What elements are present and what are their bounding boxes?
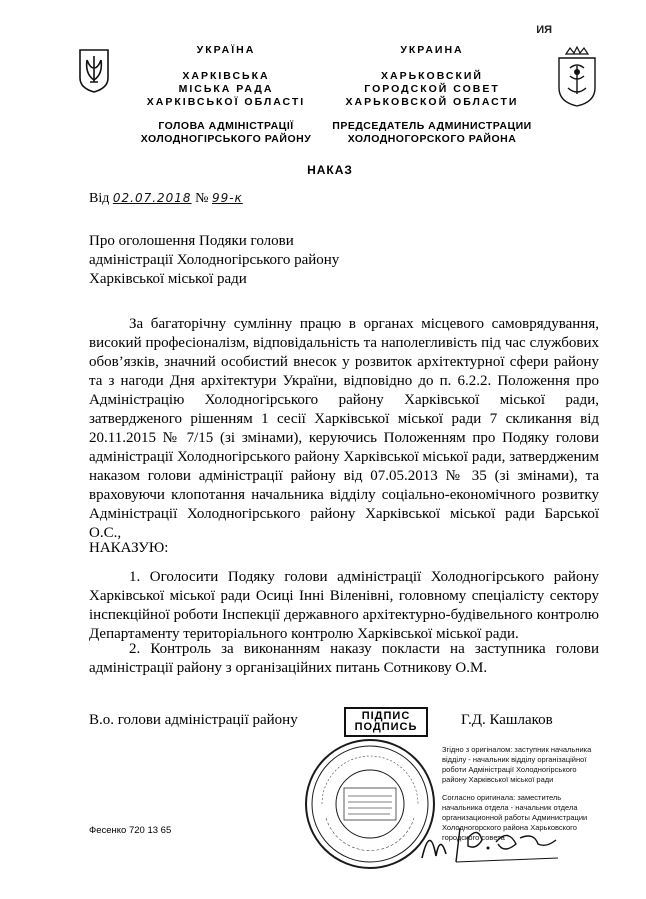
executor-contact: Фесенко 720 13 65 [89,825,172,836]
order-directive-heading: НАКАЗУЮ: [89,540,169,556]
header-country-ua: УКРАЇНА [196,44,256,56]
header-country-ru: УКРАИНА [400,44,464,56]
header-position-line-1: ПРЕДСЕДАТЕЛЬ АДМИНИСТРАЦИИ [332,120,532,132]
header-council-line-1: ХАРЬКОВСКИЙ [381,70,483,82]
certified-copy-note-ua: Згідно з оригіналом: заступник начальника відділу - начальник відділу організаційної роботи Адміністрації Холодногірського району Харківської міської ради [442,745,592,784]
order-item-1: 1. Оголосити Подяку голови адміністрації Холодногірського району Харківської міської ради Осиці Інні Віленівні, головному спеціалісту сектору інспекційної роботи Інспекції державного архітектурно-будівельного контролю Департаменту територіального контролю Харківської міської ради. [89,569,599,642]
handwritten-signature [416,818,566,868]
preamble-paragraph: За багаторічну сумлінну працю в органах місцевого самоврядування, високий професіоналізм, відповідальність та наполегливість під час службових обов’язків, значний особистий внесок у розвиток архітектурної сфери району та з нагоди Дня архітектури України, відповідно до п. 6.2.2. Положення про Адміністрацію Холодногірського району Харківської міської ради, затвердженого рішенням 1 сесії Харківської міської ради 7 скликання від 20.11.2015 № 7/15 (зі змінами), керуючись Положенням про Подяку голови адміністрації Холодногірського району Харківської міської ради, затвердженим наказом голови адміністрації району від 07.05.2013 № 35 (зі змінами), та враховуючи клопотання начальника відділу соціально-економічного розвитку Адміністрації Холодногірського району Харківської міської ради Барської О.С., [89,316,599,541]
number-label: № [195,191,209,206]
kharkiv-city-emblem-icon [556,46,598,108]
signature-box-line-ru: ПОДПИСЬ [354,721,418,733]
header-council-line-3: ХАРКІВСЬКОЇ ОБЛАСТІ [146,96,306,108]
header-position-line-1: ГОЛОВА АДМІНІСТРАЦІЇ [158,120,294,132]
date-prefix: Від [89,191,110,206]
header-left-ukrainian [128,44,324,146]
order-subject: Про оголошення Подяки голови адміністрації Холодногірського району Харківської міської ради [89,233,340,287]
header-council-line-3: ХАРЬКОВСКОЙ ОБЛАСТИ [345,96,519,108]
order-dateline [89,191,243,207]
signatory-title: В.о. голови адміністрації району [89,712,298,728]
header-right-russian [330,44,534,146]
header-position-line-2: ХОЛОДНОГІРСЬКОГО РАЙОНУ [140,133,312,145]
document-title: НАКАЗ [307,163,353,177]
order-number: 99-к [211,191,243,205]
signature-box-line-ua: ПІДПИС [361,710,411,722]
ukraine-trident-emblem-icon [78,48,110,94]
corner-stamp-fragment: ИЯ [536,24,552,36]
signature-box-stamp [344,707,428,737]
header-council-line-2: МІСЬКА РАДА [178,83,274,95]
header-council-line-1: ХАРКІВСЬКА [182,70,270,82]
header-position-line-2: ХОЛОДНОГОРСКОГО РАЙОНА [347,133,517,145]
order-item-2: 2. Контроль за виконанням наказу покласти на заступника голови адміністрації району з організаційних питань Сотникову О.М. [89,641,599,676]
signatory-name: Г.Д. Кашлаков [461,712,553,728]
order-date: 02.07.2018 [112,191,192,205]
certified-copy-note-ru: Согласно оригинала: заместитель начальника отдела - начальник отдела организационной работы Администрации Холодногорского района Харьковского городского совета [442,793,588,842]
header-council-line-2: ГОРОДСКОЙ СОВЕТ [364,83,500,95]
